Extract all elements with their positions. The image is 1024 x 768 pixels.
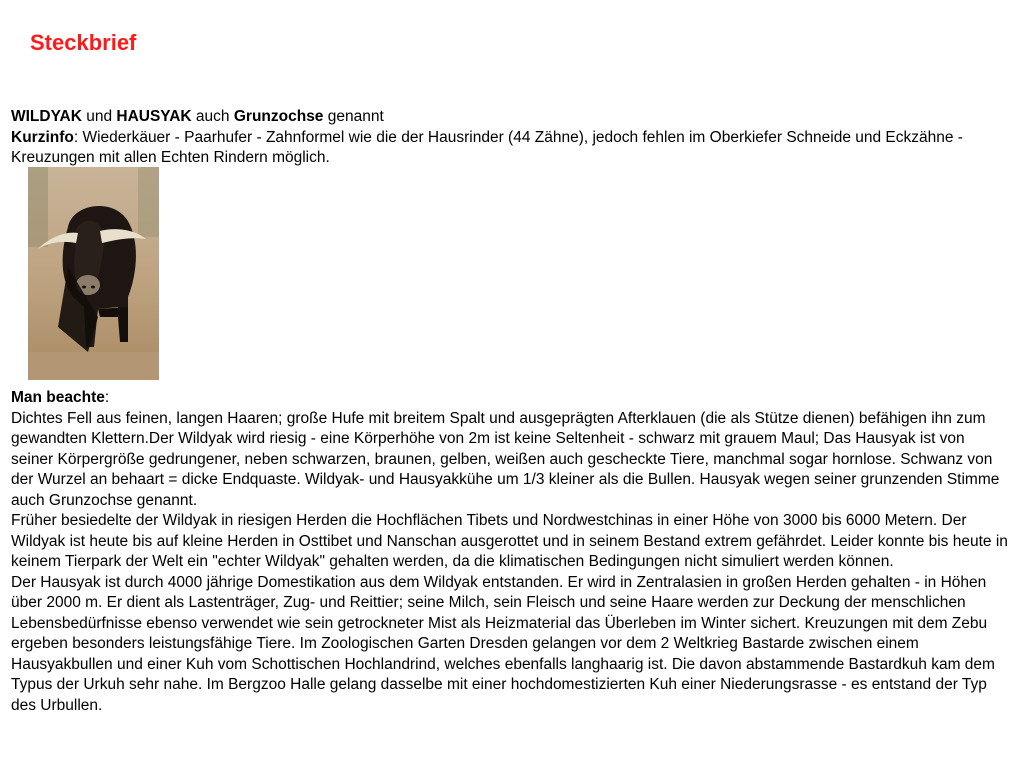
kurzinfo-text: : Wiederkäuer - Paarhufer - Zahnformel wie die der Hausrinder (44 Zähne), jedoch fehlen im Oberkiefer Schneide und Eckzähne - Kreuzungen mit allen Echten Rindern möglich. xyxy=(11,128,963,166)
connector-und: und xyxy=(81,108,117,125)
connector-genannt: genannt xyxy=(323,108,384,125)
yak-photo xyxy=(28,167,159,380)
name-wildyak: WILDYAK xyxy=(11,108,82,125)
kurzinfo-label: Kurzinfo xyxy=(11,128,74,146)
man-beachte-label: Man beachte xyxy=(11,389,105,406)
yak-photo-drawing xyxy=(28,167,159,380)
connector-auch: auch xyxy=(191,108,234,125)
man-beachte-line xyxy=(11,388,1011,409)
page-title: Steckbrief xyxy=(30,30,137,55)
name-hausyak: HAUSYAK xyxy=(116,108,192,125)
name-line xyxy=(11,107,1011,128)
paragraph-2: Früher besiedelte der Wildyak in riesigen Herden die Hochflächen Tibets und Nordwestchinas in einer Höhe von 3000 bis 6000 Metern. Der Wildyak ist heute bis auf kleine Herden in Osttibet und Nanschan ausgerottet und in seinem Bestand extrem gefährdet. Leider konnte bis heute in keinem Tierpark der Welt ein "echter Wildyak" gehalten werden, da die klimatischen Bedingungen nicht simuliert werden können. xyxy=(11,512,1008,570)
name-grunzochse: Grunzochse xyxy=(233,108,324,125)
intro-block xyxy=(11,107,1011,169)
label-colon: : xyxy=(104,389,110,406)
main-text xyxy=(11,388,1011,716)
paragraph-1: Dichtes Fell aus feinen, langen Haaren; große Hufe mit breitem Spalt und ausgeprägten Afterklauen (die als Stütze dienen) befähigen ihn zum gewandten Klettern.Der Wildyak wird riesig - eine Körperhöhe von 2m ist keine Seltenheit - schwarz mit grauem Maul; Das Hausyak ist von seiner Körpergröße gedrungener, neben schwarzen, braunen, gelben, weißen auch gescheckte Tiere, manchmal sogar hornlose. Schwanz von der Wurzel an behaart = dicke Endquaste. Wildyak- und Hausyakkühe um 1/3 kleiner als die Bullen. Hausyak wegen seiner grunzenden Stimme auch Grunzochse genannt. xyxy=(11,409,1000,509)
kurzinfo-line xyxy=(11,128,1011,169)
paragraph-3: Der Hausyak ist durch 4000 jährige Domestikation aus dem Wildyak entstanden. Er wird in Zentralasien in großen Herden gehalten - in Höhen über 2000 m. Er dient als Lastenträger, Zug- und Reittier; seine Milch, sein Fleisch und seine Haare werden zur Deckung der menschlichen Lebensbedürfnisse ebenso verwendet wie sein getrockneter Mist als Heizmaterial das Überleben im Winter sichert. Kreuzungen mit dem Zebu ergeben besonders leistungsfähige Tiere. Im Zoologischen Garten Dresden gelangen vor dem 2 Weltkrieg Bastarde zwischen einem Hausyakbullen und einer Kuh vom Schottischen Hochlandrind, welches ebenfalls langhaarig ist. Die davon abstammende Bastardkuh kam dem Typus der Urkuh sehr nahe. Im Bergzoo Halle gelang dasselbe mit einer hochdomestizierten Kuh einer Niederungsrasse - es entstand der Typ des Urbullen. xyxy=(11,573,995,714)
